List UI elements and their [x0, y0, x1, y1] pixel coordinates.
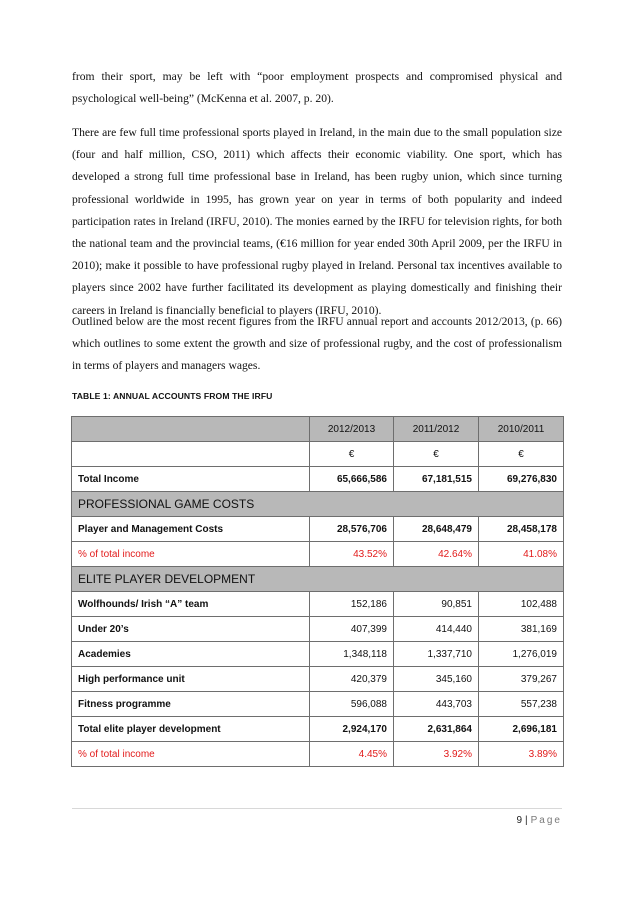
cell-value: 379,267: [479, 667, 564, 692]
currency-symbol: €: [394, 442, 479, 467]
row-label: High performance unit: [72, 667, 310, 692]
year-header: 2010/2011: [479, 417, 564, 442]
row-label: Total Income: [72, 467, 310, 492]
cell-value: 152,186: [310, 592, 394, 617]
row-label: Fitness programme: [72, 692, 310, 717]
table-row-pct-professional: [72, 542, 564, 567]
row-label: Total elite player development: [72, 717, 310, 742]
cell-value: 41.08%: [479, 542, 564, 567]
section-heading: ELITE PLAYER DEVELOPMENT: [72, 567, 564, 592]
paragraph-outline: Outlined below are the most recent figures from the IRFU annual report and accounts 2012/2013, (p. 66) which outlines to some extent the growth and size of professional rugby, and the cost of professionalism in terms of players and managers wages.: [72, 315, 562, 373]
cell-value: 43.52%: [310, 542, 394, 567]
table-row: [72, 617, 564, 642]
section-professional-game-costs: [72, 492, 564, 517]
cell-value: 1,348,118: [310, 642, 394, 667]
table-row: [72, 667, 564, 692]
cell-value: 102,488: [479, 592, 564, 617]
cell-value: 69,276,830: [479, 467, 564, 492]
cell-value: 345,160: [394, 667, 479, 692]
row-label: Academies: [72, 642, 310, 667]
section-elite-player-development: [72, 567, 564, 592]
row-label: Under 20’s: [72, 617, 310, 642]
cell-value: 90,851: [394, 592, 479, 617]
currency-symbol: €: [479, 442, 564, 467]
cell-value: 596,088: [310, 692, 394, 717]
cell-value: 28,458,178: [479, 517, 564, 542]
paragraph-rugby-ireland: There are few full time professional sports played in Ireland, in the main due to the small population size (four and half million, CSO, 2011) which affects their economic viability. One sport, which has developed a strong full time professional base in Ireland, has been rugby union, which since turning professional worldwide in 1995, has grown year on year in terms of both popularity and indeed participation rates in Ireland (IRFU, 2010). The monies earned by the IRFU for television rights, for both the national team and the provincial teams, (€16 million for year ended 30th April 2009, per the IRFU in 2010); make it possible to have professional rugby played in Ireland. Personal tax incentives available to players since 2002 have further facilitated its development as playing domestically and finishing their careers in Ireland is financially beneficial to players (IRFU, 2010).: [72, 126, 562, 317]
section-heading: PROFESSIONAL GAME COSTS: [72, 492, 564, 517]
cell-value: 2,631,864: [394, 717, 479, 742]
table-row-player-management: [72, 517, 564, 542]
table-row-total-income: [72, 467, 564, 492]
cell-value: 42.64%: [394, 542, 479, 567]
row-label: Wolfhounds/ Irish “A” team: [72, 592, 310, 617]
cell-value: 2,924,170: [310, 717, 394, 742]
paragraph-intro: from their sport, may be left with “poor employment prospects and compromised physical and psychological well-being” (McKenna et al. 2007, p. 20).: [72, 70, 562, 106]
currency-symbol: €: [310, 442, 394, 467]
row-label: % of total income: [72, 542, 310, 567]
table-row-total-elite: [72, 717, 564, 742]
cell-value: 67,181,515: [394, 467, 479, 492]
cell-value: 3.89%: [479, 742, 564, 767]
footer-divider: [72, 808, 562, 809]
header-blank: [72, 442, 310, 467]
cell-value: 28,576,706: [310, 517, 394, 542]
table-header-currency: [72, 442, 564, 467]
cell-value: 381,169: [479, 617, 564, 642]
cell-value: 420,379: [310, 667, 394, 692]
table-caption: TABLE 1: ANNUAL ACCOUNTS FROM THE IRFU: [72, 391, 273, 401]
page-label: Page: [530, 815, 562, 826]
table-row: [72, 692, 564, 717]
cell-value: 4.45%: [310, 742, 394, 767]
page-footer: [516, 815, 562, 826]
page-number: 9: [516, 815, 523, 826]
row-label: Player and Management Costs: [72, 517, 310, 542]
year-header: 2011/2012: [394, 417, 479, 442]
footer-separator: |: [525, 815, 528, 826]
cell-value: 407,399: [310, 617, 394, 642]
year-header: 2012/2013: [310, 417, 394, 442]
table-row-pct-elite: [72, 742, 564, 767]
table-row: [72, 592, 564, 617]
annual-accounts-table: [71, 416, 564, 767]
cell-value: 65,666,586: [310, 467, 394, 492]
cell-value: 2,696,181: [479, 717, 564, 742]
header-blank: [72, 417, 310, 442]
row-label: % of total income: [72, 742, 310, 767]
table-row: [72, 642, 564, 667]
table-header-years: [72, 417, 564, 442]
cell-value: 28,648,479: [394, 517, 479, 542]
cell-value: 414,440: [394, 617, 479, 642]
cell-value: 1,337,710: [394, 642, 479, 667]
cell-value: 1,276,019: [479, 642, 564, 667]
cell-value: 557,238: [479, 692, 564, 717]
cell-value: 3.92%: [394, 742, 479, 767]
cell-value: 443,703: [394, 692, 479, 717]
